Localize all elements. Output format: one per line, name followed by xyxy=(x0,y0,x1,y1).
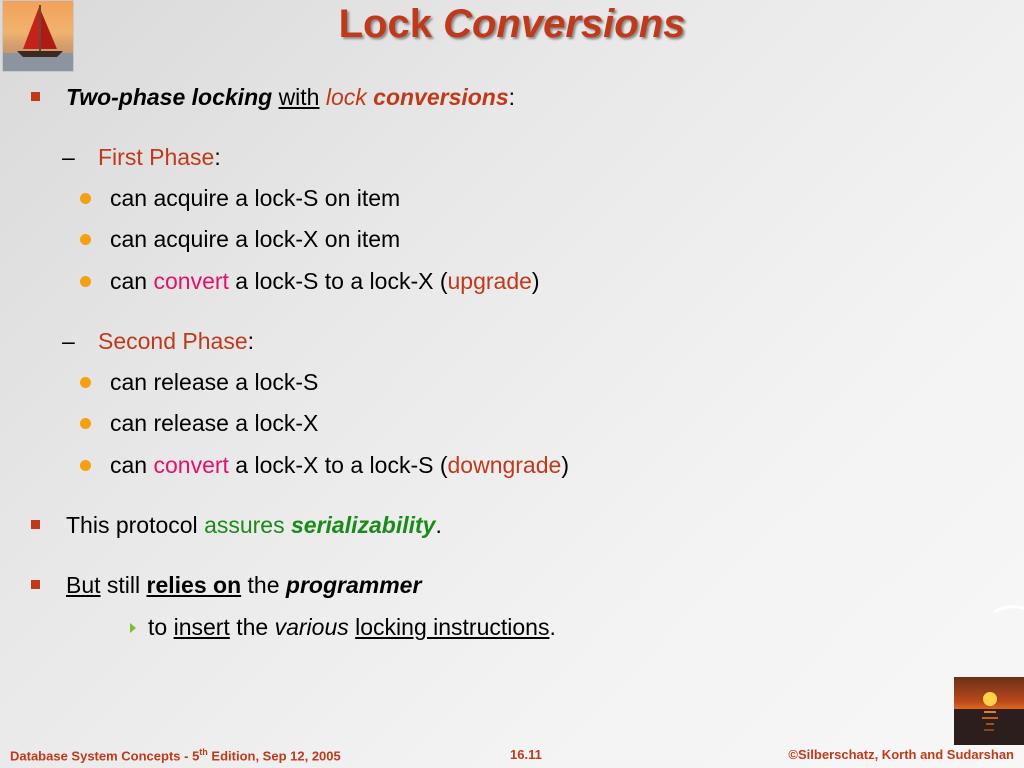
footer-page-number: 16.11 xyxy=(510,747,542,762)
footer-copyright: ©Silberschatz, Korth and Sudarshan xyxy=(788,747,1014,762)
dash-marker: – xyxy=(62,144,75,170)
second-phase-heading: Second Phase: xyxy=(98,328,255,354)
square-bullet-icon xyxy=(31,92,40,101)
sub-bullet-instructions: to insert the various locking instructions. xyxy=(148,614,556,640)
dot-bullet-icon xyxy=(80,377,91,388)
decorative-swoosh xyxy=(994,600,1024,620)
dot-bullet-icon xyxy=(80,460,91,471)
list-item: can release a lock-S xyxy=(110,369,319,395)
dot-bullet-icon xyxy=(80,193,91,204)
bullet-programmer: But still relies on the programmer xyxy=(66,572,422,598)
triangle-bullet-icon xyxy=(130,623,136,633)
square-bullet-icon xyxy=(31,520,40,529)
dot-bullet-icon xyxy=(80,276,91,287)
bullet-two-phase-locking: Two-phase locking with lock conversions: xyxy=(66,84,516,110)
list-item: can release a lock-X xyxy=(110,410,319,436)
list-item: can acquire a lock-X on item xyxy=(110,226,401,252)
sunset-image xyxy=(954,677,1024,745)
square-bullet-icon xyxy=(31,580,40,589)
dash-marker: – xyxy=(62,328,75,354)
list-item: can acquire a lock-S on item xyxy=(110,185,401,211)
dot-bullet-icon xyxy=(80,234,91,245)
list-item-downgrade: can convert a lock-X to a lock-S (downgrade) xyxy=(110,452,569,478)
footer-left: Database System Concepts - 5th Edition, Sep 12, 2005 xyxy=(10,747,341,764)
bullet-serializability: This protocol assures serializability. xyxy=(66,512,442,538)
dot-bullet-icon xyxy=(80,418,91,429)
list-item-upgrade: can convert a lock-S to a lock-X (upgrade) xyxy=(110,268,540,294)
first-phase-heading: First Phase: xyxy=(98,144,221,170)
slide-title: Lock Conversions xyxy=(338,2,686,46)
